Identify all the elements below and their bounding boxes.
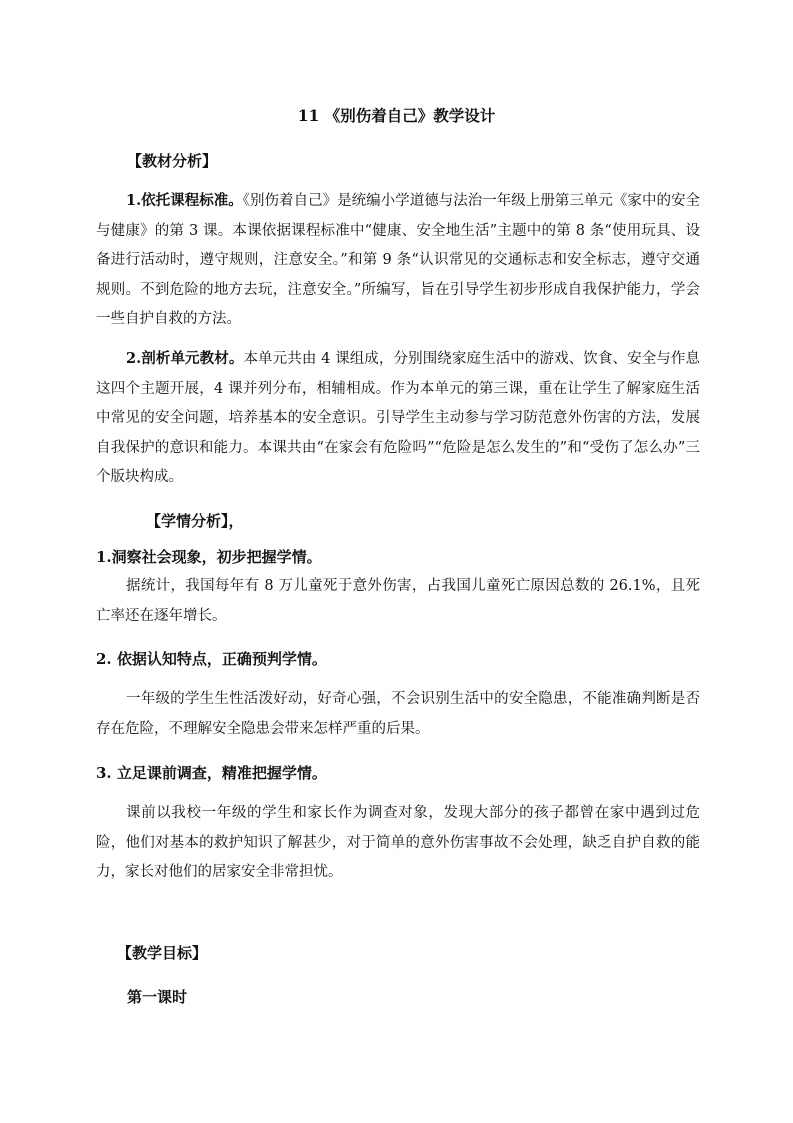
- heading-teaching-goals: 【教学目标】: [117, 944, 208, 962]
- item-title-2: 2. 依据认知特点，正确预判学情。: [96, 650, 327, 668]
- subheading-first-lesson: 第一课时: [127, 988, 188, 1006]
- document-title: 11 《别伤着自己》教学设计: [297, 106, 496, 125]
- paragraph-unit-analysis: [96, 344, 700, 493]
- paragraph-text: 本单元共由 4 课组成，分别围绕家庭生活中的游戏、饮食、安全与作息这四个主题开展，4 课并列分布，相辅相成。作为本单元的第三课，重在让学生了解家庭生活中常见的安全问题，培养基本的安全意识。引导学生主动参与学习防范意外伤害的方法，发展自我保护的意识和能力。本课共由“在家会有危险吗”“危险是怎么发生的”和“受伤了怎么办”三个版块构成。: [96, 351, 700, 485]
- paragraph-lead: 2.剖析单元教材。: [126, 350, 244, 367]
- paragraph-lead: 1.依托课程标准。: [126, 192, 243, 209]
- item-text-3: 课前以我校一年级的学生和家长作为调查对象，发现大部分的孩子都曾在家中遇到过危险，他们对基本的救护知识了解甚少，对于简单的意外伤害事故不会处理，缺乏自护自救的能力，家长对他们的居家安全非常担忧。: [96, 805, 700, 880]
- item-title-3: 3. 立足课前调查，精准把握学情。: [96, 764, 327, 782]
- item-text-1: 据统计，我国每年有 8 万儿童死于意外伤害，占我国儿童死亡原因总数的 26.1%，且死亡率还在逐年增长。: [96, 578, 700, 624]
- item-title-1: 1.洞察社会现象，初步把握学情。: [96, 548, 322, 566]
- paragraph-curriculum-standard: [96, 186, 700, 335]
- heading-textbook-analysis: 【教材分析】: [127, 152, 218, 170]
- paragraph-text: 《别伤着自己》是统编小学道德与法治一年级上册第三单元《家中的安全与健康》的第 3 课。本课依据课程标准中“健康、安全地生活”主题中的第 8 条“使用玩具、设备进行活动时，遵守规则，注意安全。”和第 9 条“认识常见的交通标志和安全标志，遵守交通规则。不到危险的地方去玩，注意安全。”所编写，旨在引导学生初步形成自我保护能力，学会一些自护自救的方法。: [96, 193, 700, 327]
- item-text-2: 一年级的学生生性活泼好动，好奇心强，不会识别生活中的安全隐患，不能准确判断是否存在危险，不理解安全隐患会带来怎样严重的后果。: [96, 691, 700, 737]
- heading-learner-analysis: 【学情分析】，: [146, 512, 244, 530]
